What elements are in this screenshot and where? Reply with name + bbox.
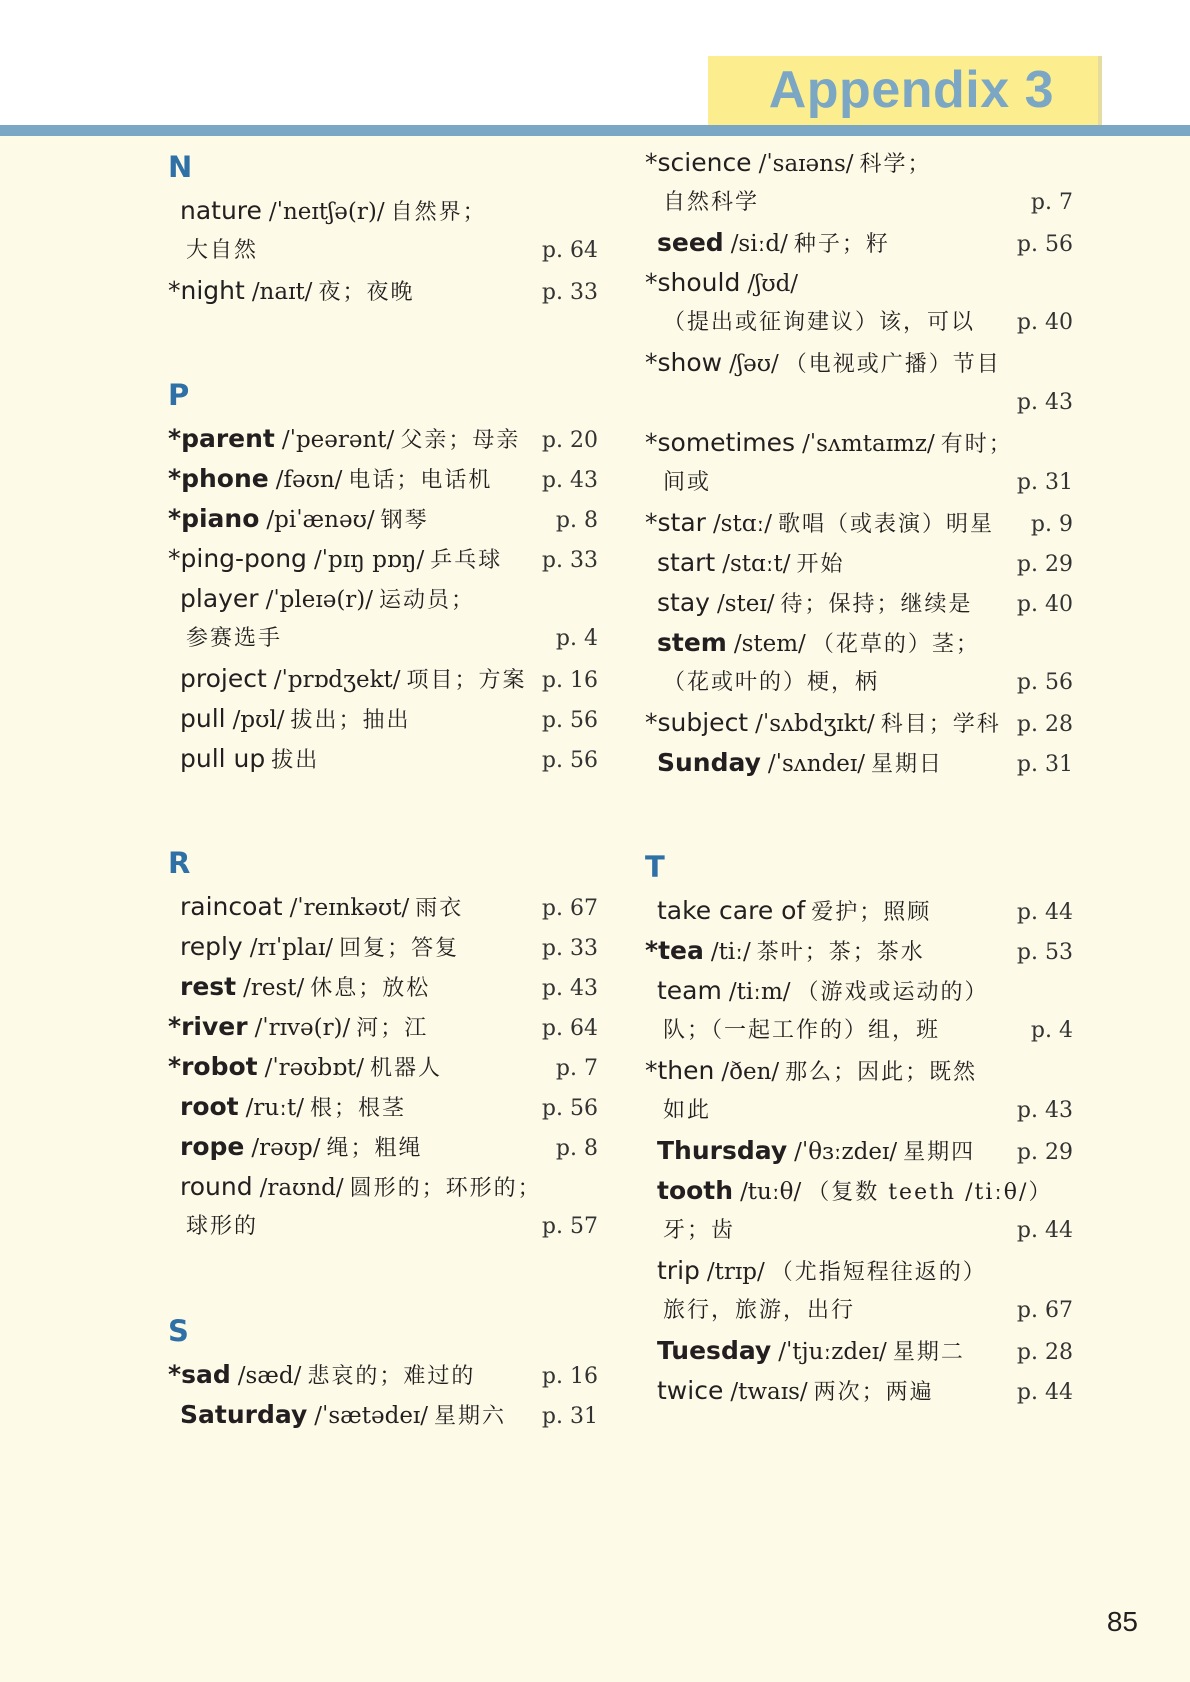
entry-line [645, 503, 1073, 543]
entry-line [645, 1051, 1073, 1091]
glossary-entry [645, 423, 1073, 503]
glossary-entry [645, 743, 1073, 783]
entry-word: team [657, 976, 722, 1005]
entry-page-ref: p. 31 [1016, 470, 1073, 495]
entry-pronunciation: /ˈθɜːzdeɪ/ [794, 1139, 898, 1165]
entry-line [645, 703, 1073, 743]
entry-page-ref: p. 40 [1016, 592, 1073, 617]
entry-continuation-line [645, 1011, 1073, 1051]
glossary-entry [168, 1395, 598, 1435]
glossary-entry [168, 699, 598, 739]
entry-definition: 星期二 [892, 1340, 965, 1365]
entry-page-ref: p. 28 [1016, 1340, 1073, 1365]
entry-word: twice [657, 1376, 724, 1405]
entry-pronunciation: /ˈrəʊbɒt/ [264, 1055, 364, 1081]
entry-page-ref: p. 56 [1016, 232, 1073, 257]
entry-pronunciation: /ˈsætədeɪ/ [314, 1403, 429, 1429]
entry-definition: 星期日 [871, 752, 944, 777]
entry-pronunciation: /ˈreɪnkəʊt/ [289, 895, 410, 921]
section-gap [168, 779, 598, 839]
entry-line [645, 583, 1073, 623]
entry-page-ref: p. 40 [1016, 310, 1073, 335]
entry-line [645, 1331, 1073, 1371]
entry-continuation-line [645, 383, 1073, 423]
entry-definition: 父亲；母亲 [400, 428, 521, 453]
entry-page-ref: p. 4 [555, 626, 598, 651]
entry-word: player [180, 584, 259, 613]
entry-word: take care of [657, 896, 806, 925]
entry-pronunciation: /piˈænəʊ/ [266, 507, 375, 533]
entry-line [645, 223, 1073, 263]
entry-continuation-line [645, 663, 1073, 703]
entry-definition: 圆形的；环形的； [349, 1176, 542, 1201]
glossary-entry [645, 971, 1073, 1051]
entry-pronunciation: /tiː/ [710, 939, 751, 965]
entry-line [168, 887, 598, 927]
entry-line [168, 659, 598, 699]
entry-definition-continued: 队；（一起工作的）组，班 [663, 1018, 941, 1043]
entry-definition-continued: 旅行，旅游，出行 [663, 1298, 856, 1323]
entry-line [168, 271, 598, 311]
entry-definition: 拔出 [271, 748, 320, 773]
entry-pronunciation: /ʃʊd/ [747, 271, 799, 297]
entry-line [645, 423, 1073, 463]
entry-definition: （游戏或运动的） [796, 980, 989, 1005]
glossary-entry [168, 967, 598, 1007]
entry-page-ref: p. 33 [541, 936, 598, 961]
entry-word: *piano [168, 504, 260, 533]
glossary-entry [168, 271, 598, 311]
entry-definition: 夜；夜晚 [318, 280, 415, 305]
appendix-tab [708, 56, 1098, 125]
entry-continuation-line [168, 619, 598, 659]
glossary-entry [168, 1007, 598, 1047]
entry-definition: 回复；答复 [339, 936, 460, 961]
entry-pronunciation: /ðen/ [721, 1059, 780, 1085]
glossary-entry [168, 1047, 598, 1087]
entry-page-ref: p. 56 [541, 748, 598, 773]
entry-word: raincoat [180, 892, 283, 921]
entry-line [645, 343, 1073, 383]
entry-page-ref: p. 7 [1030, 190, 1073, 215]
entry-line [645, 143, 1073, 183]
entry-word: *subject [645, 708, 749, 737]
entry-definition: 根；根茎 [309, 1096, 406, 1121]
entry-definition-continued: 间或 [663, 470, 712, 495]
entry-definition-continued: 牙；齿 [663, 1218, 736, 1243]
glossary-entry [645, 623, 1073, 703]
entry-word: root [180, 1092, 239, 1121]
entry-word: rest [180, 972, 237, 1001]
entry-line [645, 1251, 1073, 1291]
glossary-entry [645, 223, 1073, 263]
entry-pronunciation: /pʊl/ [232, 707, 285, 733]
entry-page-ref: p. 20 [541, 428, 598, 453]
entry-continuation-line [168, 1207, 598, 1247]
glossary-entry [645, 583, 1073, 623]
entry-word: start [657, 548, 716, 577]
entry-word: stay [657, 588, 710, 617]
entry-word: rope [180, 1132, 245, 1161]
entry-definition: （复数 teeth /tiːθ/） [807, 1180, 1053, 1205]
glossary-entry [168, 459, 598, 499]
entry-line [168, 1087, 598, 1127]
glossary-entry [645, 543, 1073, 583]
entry-word: Thursday [657, 1136, 788, 1165]
entry-definition: 种子；籽 [793, 232, 890, 257]
entry-definition: 茶叶；茶；茶水 [756, 940, 925, 965]
glossary-entry [168, 1087, 598, 1127]
entry-line [168, 927, 598, 967]
entry-continuation-line [645, 183, 1073, 223]
entry-pronunciation: /twaɪs/ [730, 1379, 808, 1405]
entry-word: pull [180, 704, 226, 733]
entry-page-ref: p. 43 [541, 976, 598, 1001]
glossary-entry [168, 1127, 598, 1167]
entry-continuation-line [645, 1211, 1073, 1251]
section-gap [645, 783, 1073, 843]
section-gap [168, 1247, 598, 1307]
entry-pronunciation: /ˈsʌbdʒɪkt/ [755, 711, 875, 737]
entry-definition: 悲哀的；难过的 [307, 1364, 476, 1389]
entry-continuation-line [645, 463, 1073, 503]
entry-pronunciation: /ˈpeərənt/ [281, 427, 395, 453]
entry-line [168, 967, 598, 1007]
entry-definition: 项目；方案 [406, 668, 527, 693]
entry-line [645, 543, 1073, 583]
entry-line [168, 739, 598, 779]
entry-pronunciation: /ruːt/ [245, 1095, 304, 1121]
entry-definition: 电话；电话机 [348, 468, 493, 493]
entry-pronunciation: /ˈpleɪə(r)/ [265, 587, 374, 613]
entry-pronunciation: /rɪˈplaɪ/ [249, 935, 334, 961]
entry-definition-continued: 球形的 [186, 1214, 259, 1239]
entry-word: project [180, 664, 267, 693]
entry-page-ref: p. 44 [1016, 1380, 1073, 1405]
entry-pronunciation: /ˈsaɪəns/ [758, 151, 854, 177]
entry-page-ref: p. 33 [541, 280, 598, 305]
entry-page-ref: p. 16 [541, 668, 598, 693]
glossary-entry [168, 1167, 598, 1247]
entry-word: *parent [168, 424, 275, 453]
entry-page-ref: p. 56 [541, 1096, 598, 1121]
entry-page-ref: p. 29 [1016, 552, 1073, 577]
entry-definition-continued: 如此 [663, 1098, 712, 1123]
entry-definition-continued: （花或叶的）梗，柄 [663, 670, 880, 695]
entry-definition: 钢琴 [380, 508, 429, 533]
entry-definition: 乒乓球 [430, 548, 503, 573]
entry-line [168, 539, 598, 579]
entry-line [168, 1127, 598, 1167]
entry-definition: 星期四 [903, 1140, 976, 1165]
entry-definition: 有时； [940, 432, 1013, 457]
entry-word: *phone [168, 464, 269, 493]
entry-definition: 自然界； [390, 200, 487, 225]
entry-page-ref: p. 57 [541, 1214, 598, 1239]
glossary-entry [645, 1251, 1073, 1331]
entry-pronunciation: /fəʊn/ [275, 467, 343, 493]
entry-definition: 科学； [859, 152, 932, 177]
entry-line [645, 971, 1073, 1011]
section-letter: R [168, 846, 191, 880]
entry-definition: 绳；粗绳 [326, 1136, 423, 1161]
entry-pronunciation: /ˈneɪtʃə(r)/ [268, 199, 385, 225]
entry-definition-continued: （提出或征询建议）该，可以 [663, 310, 976, 335]
entry-page-ref: p. 31 [541, 1404, 598, 1429]
glossary-entry [645, 343, 1073, 423]
entry-definition: 待；保持；继续是 [780, 592, 973, 617]
glossary-entry [168, 659, 598, 699]
entry-pronunciation: /stem/ [733, 631, 806, 657]
entry-pronunciation: /ˈtjuːzdeɪ/ [778, 1339, 887, 1365]
entry-word: Tuesday [657, 1336, 772, 1365]
entry-page-ref: p. 8 [555, 508, 598, 533]
glossary-entry [645, 703, 1073, 743]
entry-definition: 开始 [796, 552, 845, 577]
entry-word: *science [645, 148, 752, 177]
entry-word: *tea [645, 936, 704, 965]
section-letter: S [168, 1314, 189, 1348]
entry-definition: 科目；学科 [880, 712, 1001, 737]
entry-page-ref: p. 56 [541, 708, 598, 733]
entry-line [645, 1371, 1073, 1411]
entry-word: reply [180, 932, 243, 961]
glossary-entry [645, 931, 1073, 971]
entry-page-ref: p. 16 [541, 1364, 598, 1389]
entry-word: Saturday [180, 1400, 308, 1429]
entry-pronunciation: /ˈpɪŋ pɒŋ/ [313, 547, 425, 573]
glossary-entry [168, 499, 598, 539]
entry-word: trip [657, 1256, 700, 1285]
glossary-entry [645, 891, 1073, 931]
entry-page-ref: p. 64 [541, 1016, 598, 1041]
entry-pronunciation: /ˈrɪvə(r)/ [254, 1015, 351, 1041]
appendix-title: Appendix 3 [768, 61, 1054, 119]
entry-line [645, 891, 1073, 931]
entry-definition: 雨衣 [415, 896, 464, 921]
glossary-entry [168, 1355, 598, 1395]
entry-definition: 休息；放松 [310, 976, 431, 1001]
entry-word: *show [645, 348, 723, 377]
entry-word: nature [180, 196, 262, 225]
entry-page-ref: p. 9 [1030, 512, 1073, 537]
glossary-entry [168, 419, 598, 459]
entry-line [168, 1007, 598, 1047]
entry-line [645, 1171, 1073, 1211]
entry-pronunciation: /ˈprɒdʒekt/ [273, 667, 401, 693]
glossary-entry [645, 143, 1073, 223]
entry-pronunciation: /steɪ/ [716, 591, 775, 617]
entry-continuation-line [645, 303, 1073, 343]
entry-continuation-line [645, 1291, 1073, 1331]
entry-definition: 运动员； [379, 588, 476, 613]
entry-line [168, 1395, 598, 1435]
glossary-entry [168, 539, 598, 579]
entry-line [168, 579, 598, 619]
entry-continuation-line [645, 1091, 1073, 1131]
entry-pronunciation: /naɪt/ [251, 279, 313, 305]
entry-pronunciation: /tuːθ/ [740, 1179, 802, 1205]
entry-pronunciation: /stɑː/ [712, 511, 772, 537]
entry-line [168, 1167, 598, 1207]
entry-line [168, 459, 598, 499]
glossary-entry [645, 1331, 1073, 1371]
section-gap [168, 311, 598, 371]
entry-word: pull up [180, 744, 266, 773]
glossary-entry [168, 739, 598, 779]
entry-pronunciation: /trɪp/ [706, 1259, 765, 1285]
entry-definition: （花草的）茎； [811, 632, 980, 657]
entry-line [645, 931, 1073, 971]
section-letter: T [645, 850, 665, 884]
entry-line [645, 623, 1073, 663]
header-divider-band [0, 125, 1190, 136]
entry-line [645, 1131, 1073, 1171]
entry-page-ref: p. 44 [1016, 900, 1073, 925]
entry-line [168, 1047, 598, 1087]
glossary-entry [168, 887, 598, 927]
entry-line [168, 1355, 598, 1395]
entry-definition: （电视或广播）节目 [784, 352, 1001, 377]
entry-word: *sad [168, 1360, 231, 1389]
entry-page-ref: p. 53 [1016, 940, 1073, 965]
glossary-entry [645, 1051, 1073, 1131]
entry-page-ref: p. 67 [1016, 1298, 1073, 1323]
entry-page-ref: p. 29 [1016, 1140, 1073, 1165]
entry-word: stem [657, 628, 727, 657]
entry-line [168, 419, 598, 459]
entry-line [645, 743, 1073, 783]
entry-page-ref: p. 4 [1030, 1018, 1073, 1043]
entry-pronunciation: /rest/ [243, 975, 305, 1001]
glossary-entry [645, 1131, 1073, 1171]
entry-word: *sometimes [645, 428, 796, 457]
entry-pronunciation: /sæd/ [237, 1363, 302, 1389]
entry-word: *night [168, 276, 245, 305]
entry-page-ref: p. 64 [541, 238, 598, 263]
entry-page-ref: p. 44 [1016, 1218, 1073, 1243]
entry-word: *ping-pong [168, 544, 307, 573]
entry-word: *then [645, 1056, 715, 1085]
entry-word: round [180, 1172, 253, 1201]
entry-page-ref: p. 8 [555, 1136, 598, 1161]
glossary-entry [645, 1171, 1073, 1251]
entry-definition: 爱护；照顾 [811, 900, 932, 925]
entry-page-ref: p. 43 [1016, 1098, 1073, 1123]
entry-definition-continued: 自然科学 [663, 190, 760, 215]
entry-page-ref: p. 43 [1016, 390, 1073, 415]
entry-pronunciation: /rəʊp/ [251, 1135, 321, 1161]
entry-definition-continued: 大自然 [186, 238, 259, 263]
entry-definition: 两次；两遍 [813, 1380, 934, 1405]
entry-page-ref: p. 43 [541, 468, 598, 493]
entry-pronunciation: /ʃəʊ/ [729, 351, 779, 377]
entry-definition: 河；江 [356, 1016, 429, 1041]
glossary-entry [645, 263, 1073, 343]
entry-page-ref: p. 33 [541, 548, 598, 573]
entry-definition: 机器人 [370, 1056, 443, 1081]
entry-word: seed [657, 228, 724, 257]
glossary-entry [645, 1371, 1073, 1411]
entry-page-ref: p. 28 [1016, 712, 1073, 737]
glossary-entry [168, 579, 598, 659]
entry-definition-continued: 参赛选手 [186, 626, 283, 651]
entry-word: Sunday [657, 748, 761, 777]
glossary-entry [168, 927, 598, 967]
entry-page-ref: p. 7 [555, 1056, 598, 1081]
entry-line [168, 191, 598, 231]
entry-word: *river [168, 1012, 248, 1041]
entry-page-ref: p. 31 [1016, 752, 1073, 777]
page-number: 85 [1106, 1606, 1138, 1637]
entry-page-ref: p. 67 [541, 896, 598, 921]
entry-page-ref: p. 56 [1016, 670, 1073, 695]
entry-word: *robot [168, 1052, 258, 1081]
entry-pronunciation: /ˈsʌmtaɪmz/ [802, 431, 935, 457]
entry-word: *star [645, 508, 706, 537]
entry-definition: 星期六 [434, 1404, 507, 1429]
entry-continuation-line [168, 231, 598, 271]
entry-line [168, 499, 598, 539]
entry-word: *should [645, 268, 741, 297]
glossary-entry [168, 191, 598, 271]
entry-line [168, 699, 598, 739]
left-column [168, 143, 598, 1435]
entry-definition: 那么；因此；既然 [785, 1060, 978, 1085]
entry-pronunciation: /ˈsʌndeɪ/ [767, 751, 866, 777]
section-letter: P [168, 378, 190, 412]
section-letter: N [168, 150, 193, 184]
entry-definition: 歌唱（或表演）明星 [777, 512, 994, 537]
glossary-entry [645, 503, 1073, 543]
entry-definition: （尤指短程往返的） [770, 1260, 987, 1285]
entry-definition: 拔出；抽出 [290, 708, 411, 733]
entry-pronunciation: /siːd/ [730, 231, 788, 257]
entry-pronunciation: /stɑːt/ [722, 551, 791, 577]
entry-pronunciation: /raʊnd/ [259, 1175, 344, 1201]
entry-line [645, 263, 1073, 303]
entry-word: tooth [657, 1176, 734, 1205]
right-column [645, 143, 1073, 1411]
entry-pronunciation: /tiːm/ [728, 979, 791, 1005]
